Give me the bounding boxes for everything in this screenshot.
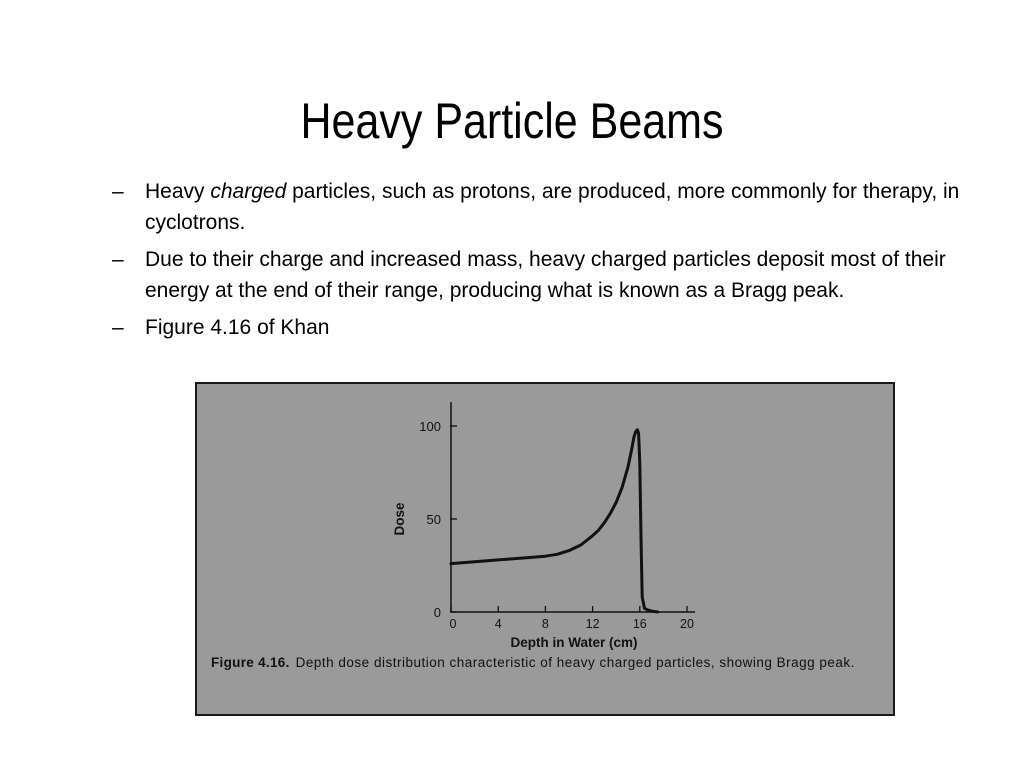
x-axis-label: Depth in Water (cm) [510,635,638,650]
bullet-text: Heavy [145,180,211,203]
bullet-dash: – [112,316,124,339]
bullet-text: particles, such as protons, are produced, more commonly for therapy, in cyclotrons. [145,180,960,234]
y-tick-label: 0 [433,605,441,620]
bullet-item [112,244,972,306]
x-tick-label: 16 [632,617,647,631]
figure-caption-text: Depth dose distribution characteristic of heavy charged particles, showing Bragg peak. [295,655,855,670]
bullet-text: Figure 4.16 of Khan [145,316,330,339]
bullet-text-italic: charged [210,180,287,203]
y-axis-label: Dose [392,502,407,536]
x-tick-label: 4 [494,617,502,631]
x-tick-label: 8 [541,617,549,631]
figure-caption [211,654,883,671]
bullet-text: Due to their charge and increased mass, heavy charged particles deposit most of their energy at the end of their range, producing what is known as a Bragg peak. [145,248,946,302]
x-tick-label: 20 [680,617,694,631]
y-tick-label: 50 [426,512,441,527]
slide-title: Heavy Particle Beams [300,93,724,149]
figure-caption-label: Figure 4.16. [211,655,290,670]
bullet-item [112,176,972,238]
bullet-dash: – [112,180,124,203]
x-tick-label: 0 [449,617,457,631]
bullet-list [112,176,972,349]
bullet-item [112,312,972,343]
figure-panel [195,382,895,716]
x-tick-label: 12 [585,617,600,631]
dose-curve [451,430,658,612]
y-tick-label: 100 [419,419,441,434]
bullet-dash: – [112,248,124,271]
